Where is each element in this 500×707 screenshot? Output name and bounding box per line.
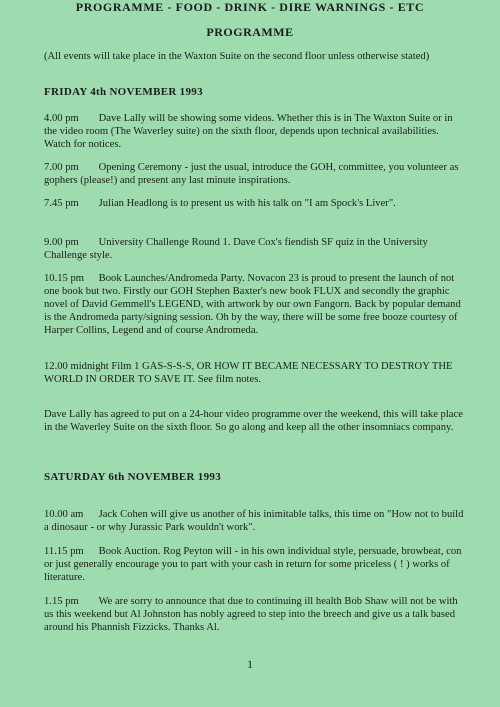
event-item — [44, 360, 466, 386]
intro-note: (All events will take place in the Waxton Suite on the second floor unless otherwise stated) — [44, 51, 430, 62]
event-time: 11.15 pm — [44, 546, 84, 557]
event-time: 9.00 pm — [44, 237, 79, 248]
event-text: Book Launches/Andromeda Party. Novacon 23 is proud to present the launch of not one book but two. Firstly our GOH Stephen Baxter's new book FLUX and secondly the graphic novel of David Gemmell's LEGEND, with artwork by our own Fangorn. Back by popular demand is the Andromeda party/signing session. Oh by the way, there will be some free booze courtesy of Harper Collins, Legend and of course Andromeda. — [44, 273, 461, 336]
event-item — [44, 161, 466, 187]
event-item — [44, 197, 466, 210]
event-item — [44, 545, 466, 584]
event-time: 12.00 midnight — [44, 361, 109, 372]
event-item — [44, 272, 466, 337]
event-text: We are sorry to announce that due to continuing ill health Bob Shaw will not be with us this weekend but Al Johnston has nobly agreed to step into the breech and give us a talk based around his Phannish Fizzicks. Thanks Al. — [44, 596, 458, 633]
event-time: 4.00 pm — [44, 113, 79, 124]
event-text: Jack Cohen will give us another of his inimitable talks, this time on "How not to build a dinosaur - or why Jurassic Park wouldn't work". — [44, 509, 464, 533]
page-header: PROGRAMME - FOOD - DRINK - DIRE WARNINGS - ETC — [75, 0, 425, 14]
event-time: 10.00 am — [44, 509, 84, 520]
event-item — [44, 236, 466, 262]
event-time: 7.45 pm — [44, 198, 79, 209]
page-title: PROGRAMME — [206, 25, 294, 39]
event-time: 1.15 pm — [44, 596, 79, 607]
event-item — [44, 112, 466, 151]
event-text: Dave Lally will be showing some videos. Whether this is in The Waxton Suite or in the video room (The Waverley suite) on the sixth floor, depends upon technical availabilities. Watch for notices. — [44, 113, 453, 150]
video-programme-note: Dave Lally has agreed to put on a 24-hour video programme over the weekend, this will take place in the Waverley Suite on the sixth floor. So go along and keep all the other insomniacs company. — [44, 409, 463, 433]
event-text: University Challenge Round 1. Dave Cox's fiendish SF quiz in the University Challenge style. — [44, 237, 428, 261]
event-item — [44, 508, 466, 534]
event-text: Book Auction. Rog Peyton will - in his own individual style, persuade, browbeat, con or just generally encourage you to part with your cash in return for some priceless ( ! ) works of literature. — [44, 546, 462, 583]
day-heading-friday: FRIDAY 4th NOVEMBER 1993 — [44, 86, 203, 98]
event-text: Film 1 GAS-S-S-S, OR HOW IT BECAME NECESSARY TO DESTROY THE WORLD IN ORDER TO SAVE IT. See film notes. — [44, 361, 453, 385]
day-heading-saturday: SATURDAY 6th NOVEMBER 1993 — [44, 471, 221, 483]
page-number: 1 — [247, 657, 253, 671]
event-text: Opening Ceremony - just the usual, introduce the GOH, committee, you volunteer as gophers (please!) and present any last minute inspirations. — [44, 162, 459, 186]
event-time: 7.00 pm — [44, 162, 79, 173]
event-time: 10.15 pm — [44, 273, 85, 284]
event-item — [44, 595, 466, 634]
event-text: Julian Headlong is to present us with his talk on "I am Spock's Liver". — [98, 198, 396, 209]
